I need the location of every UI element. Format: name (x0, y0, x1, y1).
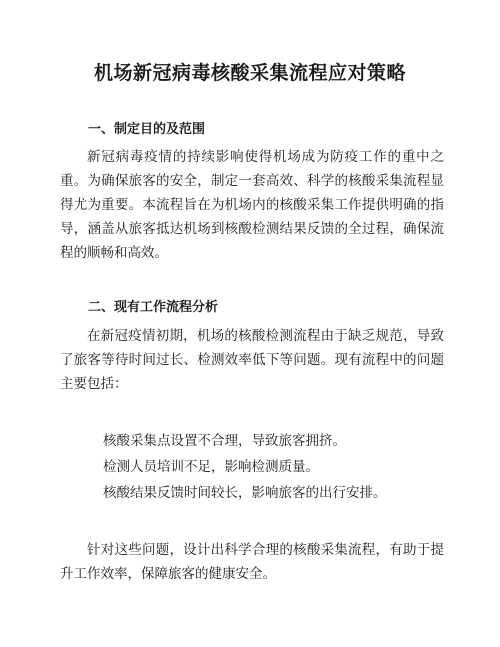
section-heading-purpose-scope: 一、制定目的及范围 (88, 122, 206, 137)
section-paragraph-purpose-scope: 新冠病毒疫情的持续影响使得机场成为防疫工作的重中之重。为确保旅客的安全，制定一套高效、科学的核酸采集流程显得尤为重要。本流程旨在为机场内的核酸采集工作提供明确的指导，涵盖从旅客抵达机场到核酸检测结果反馈的全过程，确保流程的顺畅和高效。 (60, 149, 444, 261)
section-paragraph-conclusion: 针对这些问题，设计出科学合理的核酸采集流程，有助于提升工作效率，保障旅客的健康安全。 (60, 542, 444, 582)
list-item: 核酸采集点设置不合理，导致旅客拥挤。 (103, 433, 346, 449)
document-title: 机场新冠病毒核酸采集流程应对策略 (93, 62, 406, 84)
section-heading-workflow-analysis: 二、现有工作流程分析 (88, 300, 219, 315)
section-paragraph-workflow-intro: 在新冠疫情初期，机场的核酸检测流程由于缺乏规范，导致了旅客等待时间过长、检测效率低下等问题。现有流程中的问题主要包括： (60, 328, 444, 392)
list-item: 核酸结果反馈时间较长，影响旅客的出行安排。 (103, 485, 387, 501)
list-item: 检测人员培训不足，影响检测质量。 (103, 459, 319, 475)
issues-list (103, 428, 443, 506)
